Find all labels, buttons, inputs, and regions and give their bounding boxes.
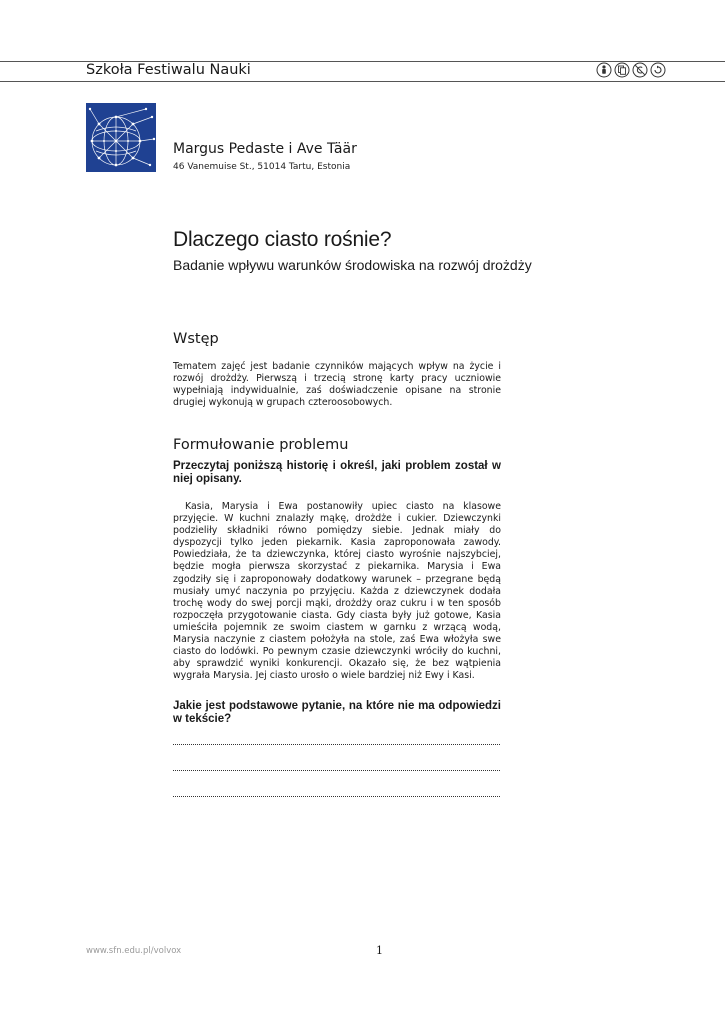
- answer-line[interactable]: [173, 770, 500, 771]
- problem-heading: Formułowanie problemu: [173, 437, 349, 453]
- document-subtitle: Badanie wpływu warunków środowiska na rozwój drożdży: [173, 257, 532, 273]
- share-alike-icon: [650, 62, 666, 78]
- answer-line[interactable]: [173, 796, 500, 797]
- globe-network-icon: [86, 103, 156, 172]
- footer-url: www.sfn.edu.pl/volvox: [86, 946, 182, 956]
- problem-instruction: Przeczytaj poniższą historię i określ, jaki problem został w niej opisany.: [173, 460, 501, 485]
- header-title: Szkoła Festiwalu Nauki: [86, 62, 251, 78]
- person-attribution-icon: [596, 62, 612, 78]
- intro-paragraph: Tematem zajęć jest badanie czynników mających wpływ na życie i rozwój drożdży. Pierwszą i trzecią stronę karty pracy uczniowie wypełniają indywidualnie, zaś doświadczenie opisane na stronie drugiej wykonują w grupach czteroosobowych.: [173, 361, 501, 409]
- license-icons: [596, 62, 666, 78]
- question-heading: Jakie jest podstawowe pytanie, na które nie ma odpowiedzi w tekście?: [173, 700, 501, 725]
- address: 46 Vanemuise St., 51014 Tartu, Estonia: [173, 162, 351, 172]
- page-number: 1: [376, 944, 383, 957]
- intro-heading: Wstęp: [173, 331, 219, 347]
- copy-icon: [614, 62, 630, 78]
- story-paragraph: Kasia, Marysia i Ewa postanowiły upiec ciasto na klasowe przyjęcie. W kuchni znalazły mąkę, drożdże i cukier. Dziewczynki podzieliły składniki równo pomiędzy siebie. Jednak miały do dyspozycji tylko jeden piekarnik. Kasia zaproponowała zawody. Powiedziała, że ta dziewczynka, której ciasto wyrośnie najszybciej, będzie mogła pierwsza skorzystać z piekarnika. Marysia i Ewa zgodziły się i zaproponowały dodatkowy warunek – przegrane będą musiały umyć naczynia po przyjęciu. Każda z dziewczynek dodała trochę wody do swej porcji mąki, drożdży oraz cukru i w ten sposób rozpoczęła przygotowanie ciasta. Gdy ciasta były już gotowe, Kasia umieściła pojemnik ze swoim ciastem w garnku z wrzącą wodą, Marysia naczynie z ciastem położyła na stole, zaś Ewa włożyła swe ciasto do lodówki. Po pewnym czasie dziewczynki wróciły do kuchni, aby sprawdzić wyniki konkurencji. Okazało się, że bez wątpienia wygrała Marysia. Jej ciasto urosło o wiele bardziej niż Ewy i Kasi.: [173, 501, 501, 682]
- document-title: Dlaczego ciasto rośnie?: [173, 228, 392, 251]
- noncommercial-icon: [632, 62, 648, 78]
- authors: Margus Pedaste i Ave Täär: [173, 141, 357, 157]
- answer-line[interactable]: [173, 744, 500, 745]
- header-bottom-rule: [0, 81, 725, 82]
